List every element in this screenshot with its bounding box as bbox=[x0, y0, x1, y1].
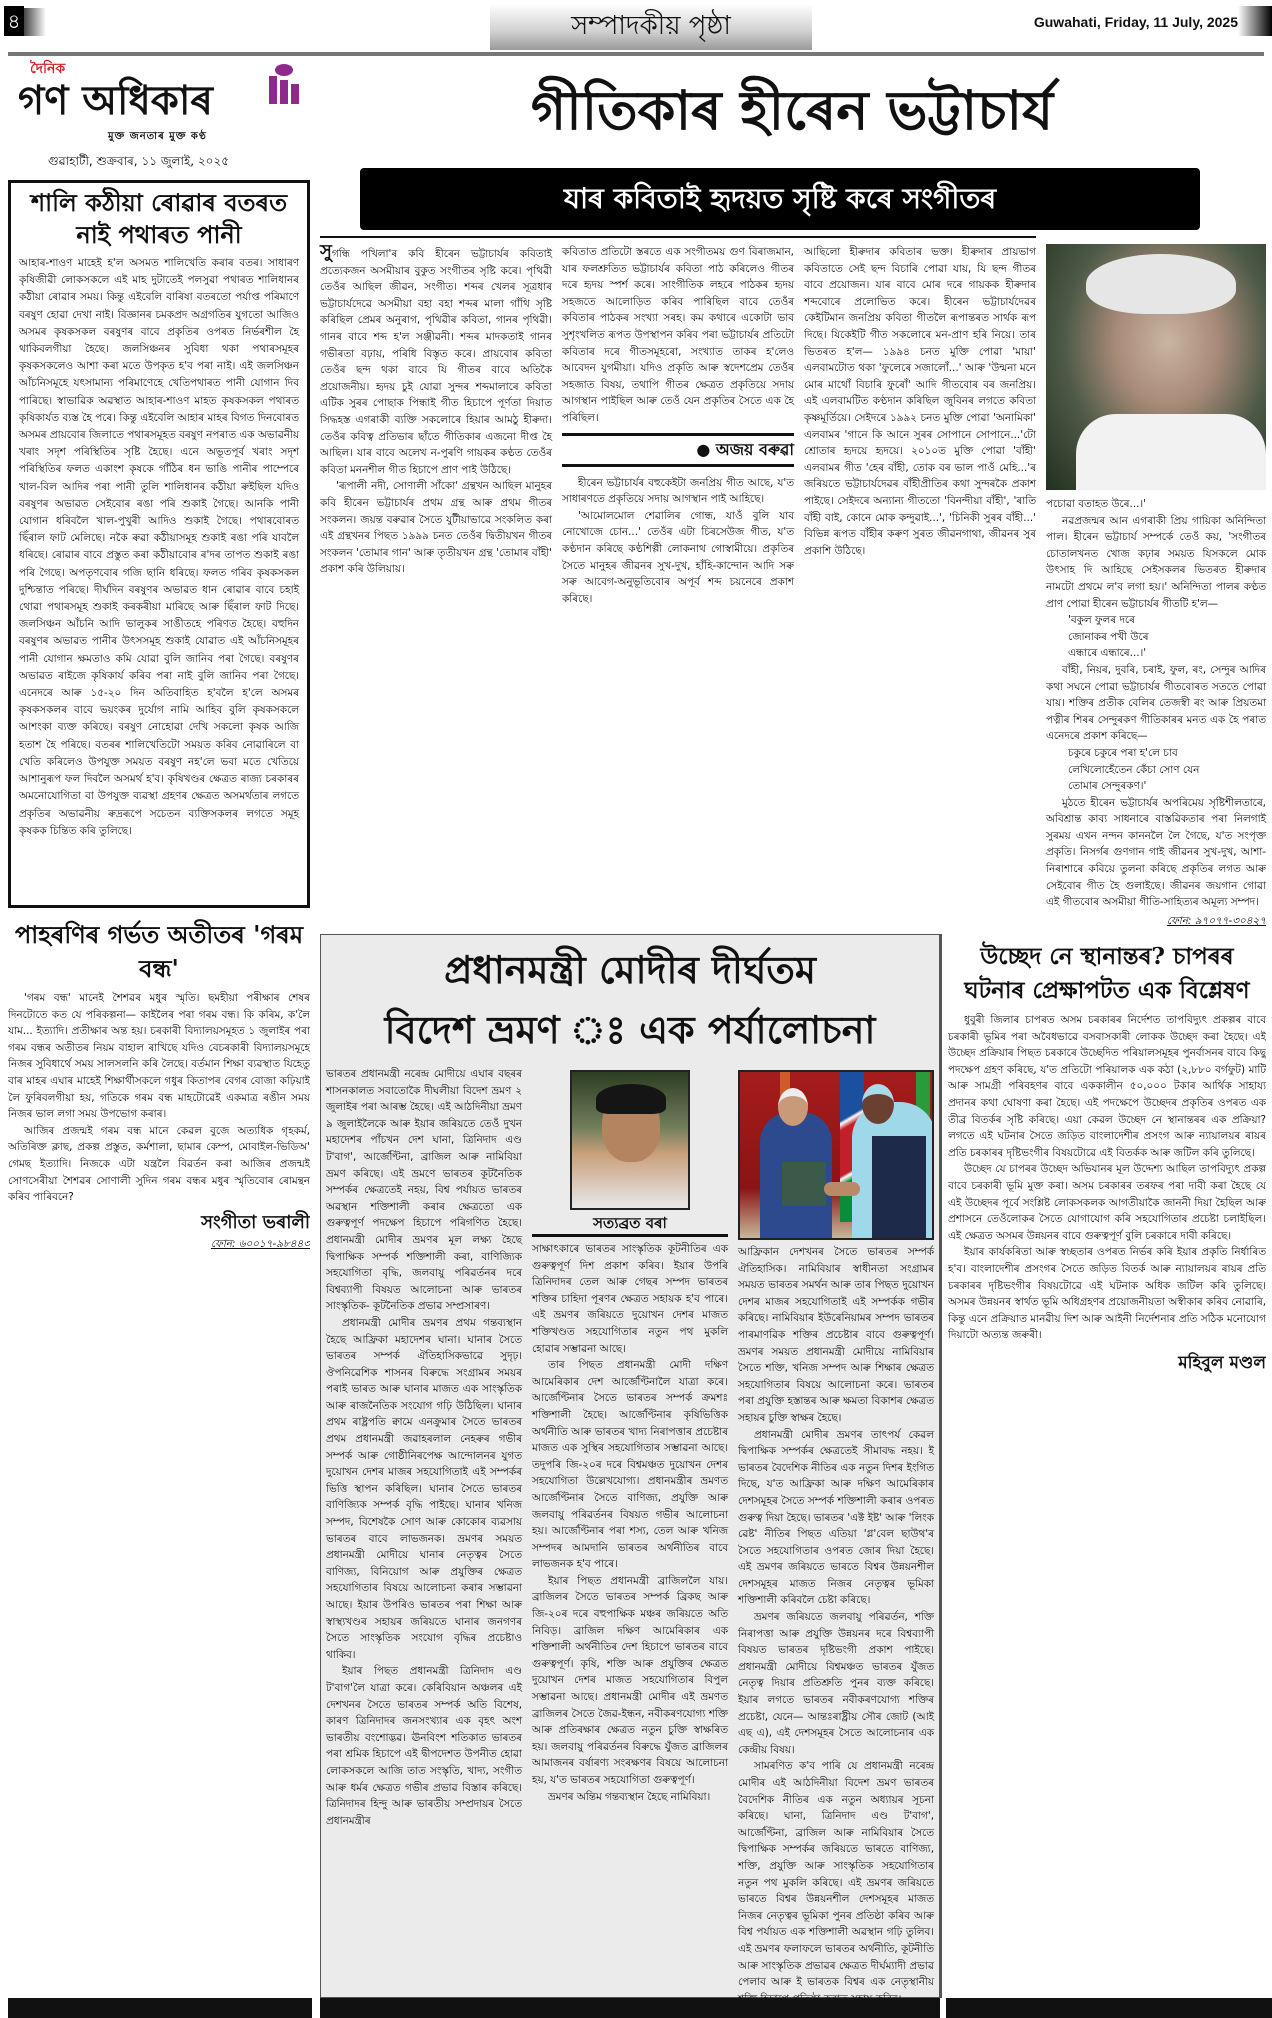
modi-paragraph: ভ্ৰমণৰ অন্তিম গন্তব্যস্থান হৈছে নামিবিয়া। bbox=[548, 1790, 711, 1803]
feature-subtitle: যাৰ কবিতাই হৃদয়ত সৃষ্টি কৰে সংগীতৰ bbox=[360, 168, 1200, 230]
modi-paragraph: প্ৰধানমন্ত্ৰী মোদীৰ ভ্ৰমণৰ প্ৰথম গন্তব্যস্থান হৈছে আফ্ৰিকা মহাদেশৰ ঘানা। ঘানাৰ সৈতে ভাৰতৰ সম্পৰ্ক ঐতিহাসিকভাৱে সুদৃঢ়। ঔপনিৱেশিক শাসনৰ বিৰুদ্ধে সংগ্ৰামৰ সময়ৰ পৰাই ভাৰত আৰু ঘানাৰ মাজত এক সাংস্কৃতিক আৰু ৰাজনৈতিক সংযোগ গঢ়ি উঠিছিল। ঘানাৰ প্ৰথম ৰাষ্ট্ৰপতি ক্বামে এনক্ৰুমাৰ সৈতে ভাৰতৰ প্ৰথম প্ৰধানমন্ত্ৰী জৱাহৰলাল নেহৰুৰ গভীৰ সম্পৰ্ক আৰু গোষ্ঠীনিৰপেক্ষ আন্দোলনৰ যুগত দুয়োখন দেশৰ মাজৰ সহযোগিতাই এই সম্পৰ্কৰ ভিত্তি স্থাপন কৰিছিল। ঘানাৰ সৈতে ভাৰতৰ বাণিজ্যিক সম্পৰ্ক বৃদ্ধি পাইছে। ঘানাৰ খনিজ সম্পদ, বিশেষকৈ সোণ আৰু কোকোৰ ব্যৱসায় ভাৰতৰ বাবে লাভজনক। ভ্ৰমণৰ সময়ত প্ৰধানমন্ত্ৰী মোদীয়ে ঘানাৰ নেতৃত্বৰ সৈতে বাণিজ্য, বিনিয়োগ আৰু প্ৰযুক্তিৰ ক্ষেত্ৰত সহযোগিতাৰ বিষয়ে আলোচনা কৰাৰ সম্ভাৱনা আছে। ইয়াৰ উপৰিও ভাৰতৰ পৰা শিক্ষা আৰু স্বাস্থ্যখণ্ডৰ সহায়ৰ জৰিয়তে ঘানাৰ জনগণৰ সৈতে সাংস্কৃতিক সংযোগ বৃদ্ধিৰ প্ৰচেষ্টাও থাকিব। bbox=[326, 1316, 522, 1661]
footer-rule bbox=[946, 1998, 1272, 2018]
feature-phone: ফোন: ৯৭০৭৭-৩০৪২৭ bbox=[1166, 914, 1266, 927]
masthead-tagline: মুক্ত জনতাৰ মুক্ত কণ্ঠ bbox=[108, 131, 207, 142]
column-divider bbox=[940, 934, 942, 1998]
modi-paragraph: আফ্ৰিকান দেশখনৰ সৈতে ভাৰতৰ সম্পৰ্ক ঐতিহাসিক। নামিবিয়াৰ স্বাধীনতা সংগ্ৰামৰ সময়ত ভাৰতৰ সমৰ্থন আৰু তাৰ পিছত দুয়োখন দেশৰ মাজৰ সহযোগিতাই এই সম্পৰ্কক গভীৰ কৰিছে। নামিবিয়াৰ ইউৰেনিয়ামৰ সম্পদ ভাৰতৰ পাৰমাণৱিক শক্তিৰ প্ৰচেষ্টাৰ বাবে গুৰুত্বপূৰ্ণ। ভ্ৰমণৰ সময়ত প্ৰধানমন্ত্ৰী মোদীয়ে নামিবিয়াৰ সৈতে শক্তি, খনিজ সম্পদ আৰু শিক্ষাৰ ক্ষেত্ৰত সহযোগিতাৰ বিষয়ে আলোচনা কৰে। ভাৰতৰ পৰা প্ৰযুক্তি হস্তান্তৰ আৰু ক্ষমতা বিকাশৰ ক্ষেত্ৰত সহায়ৰ চুক্তি স্বাক্ষৰ হৈছে। bbox=[738, 1246, 934, 1424]
modi-paragraph: তাৰ পিছত প্ৰধানমন্ত্ৰী মোদী দক্ষিণ আমেৰিকাৰ দেশ আৰ্জেণ্টিনালৈ যাত্ৰা কৰে। আৰ্জেণ্টিনাৰ সৈতে ভাৰতৰ সম্পৰ্ক ক্ৰমশঃ শক্তিশালী হৈছে। আৰ্জেণ্টিনাৰ কৃষিভিত্তিক অৰ্থনীতি আৰু ভাৰতৰ খাদ্য নিৰাপত্তাৰ প্ৰচেষ্টাৰ মাজত এক সুস্থিৰ সহযোগিতাৰ সম্ভাৱনা আছে। তদুপৰি জি-২০ৰ দৰে বিশ্বমঞ্চত দুয়োখন দেশৰ সহযোগিতা উল্লেখযোগ্য। প্ৰধানমন্ত্ৰীৰ ভ্ৰমণত আৰ্জেণ্টিনাৰ সৈতে বাণিজ্য, প্ৰযুক্তি আৰু জলবায়ু পৰিৱৰ্তনৰ বিষয়ত গভীৰ আলোচনা হয়। আৰ্জেণ্টিনাৰ পৰা শস্য, তেল আৰু খনিজ সম্পদৰ আমদানি ভাৰতৰ অৰ্থনীতিৰ বাবে লাভজনক হ'ব পাৰে। bbox=[532, 1359, 728, 1571]
right-article bbox=[948, 940, 1266, 1996]
modi-article-author: সত্যব্ৰত বৰা bbox=[532, 1212, 728, 1237]
feature-paragraph: বাঁহী, নিয়ৰ, দুবৰি, চৰাই, ফুল, ৰং, সেন্দুৰ আদিৰ কথা সঘনে পোৱা ভট্টাচাৰ্যৰ গীতবোৰত সততে পোৱা যায়। শক্তিৰ প্ৰতীক বেলিৰ তেজস্বী ৰং আৰু প্ৰিয়তমা পত্নীৰ শিৰৰ সেন্দুৰকণ গীতিকাৰৰ মনত এক হৈ পৰাত এনেদৰে প্ৰকাশ কৰিছে— bbox=[1046, 663, 1266, 743]
feature-dropcap: সু bbox=[320, 241, 332, 262]
left-article-title: পাহৰণিৰ গৰ্ভত অতীতৰ 'গৰম বন্ধ' bbox=[14, 920, 304, 983]
left-article-author: সংগীতা ভৰালী bbox=[201, 1211, 310, 1233]
editorial-title: শালি কঠীয়া ৰোৱাৰ বতৰত নাই পথাৰত পানী bbox=[30, 188, 288, 249]
modi-title-line-2: বিদেশ ভ্ৰমণ ঃ এক পৰ্যালোচনা bbox=[384, 1007, 876, 1052]
verse-line: চকুৰে চকুৰে পৰা হ'লে চাব bbox=[1068, 746, 1178, 759]
feature-column-3 bbox=[804, 244, 1036, 559]
modi-paragraph: ইয়াৰ পিছত প্ৰধানমন্ত্ৰী ব্ৰাজিললৈ যায়। ব্ৰাজিলৰ সৈতে ভাৰতৰ সম্পৰ্ক ব্ৰিকছ আৰু জি-২০ৰ দৰে বহুপাক্ষিক মঞ্চৰ জৰিয়তে অতি নিবিড়। ব্ৰাজিল দক্ষিণ আমেৰিকাৰ এক শক্তিশালী অৰ্থনীতিৰ দেশ হিচাপে ভাৰতৰ বাবে গুৰুত্বপূৰ্ণ। কৃষি, শক্তি আৰু প্ৰযুক্তিৰ ক্ষেত্ৰত দুয়োখন দেশৰ মাজত সহযোগিতাৰ বিপুল সম্ভাৱনা আছে। প্ৰধানমন্ত্ৰী মোদীৰ এই ভ্ৰমণত ব্ৰাজিলৰ সৈতে জৈৱ-ইন্ধন, নবীকৰণযোগ্য শক্তি আৰু প্ৰতিৰক্ষাৰ ক্ষেত্ৰত নতুন চুক্তি স্বাক্ষৰিত হয়। জলবায়ু পৰিৱৰ্তনৰ বিৰুদ্ধে যুঁজত ব্ৰাজিলৰ আমাজনৰ বৰ্ষাৰণ্য সংৰক্ষণৰ বিষয়ে আলোচনা হয়, য'ত ভাৰতৰ সহযোগিতা গুৰুত্বপূৰ্ণ। bbox=[532, 1574, 728, 1786]
feature-column-4 bbox=[1046, 496, 1266, 929]
masthead bbox=[8, 60, 308, 178]
left-article-phone: ফোন: ৬০০১৭-৯৮৪৪৩ bbox=[210, 1237, 310, 1250]
feature-paragraph-text: গন্ধি পখিলা'ৰ কবি হীৰেন ভট্টাচাৰ্যৰ কবিতাই প্ৰত্যেকজন অসমীয়াৰ বুকুত সংগীতৰ সৃষ্টি কৰে। পৃথিৱী তেওঁৰ আছিল জীৱন, সংগীত। শব্দৰ খেলৰ সূত্ৰধাৰ ভট্টাচাৰ্যদেৱে অসমীয়া বহা বহা শব্দৰ মালা গাঁথি সৃষ্টি কৰিছিল প্ৰেমৰ অনুৰাগ, পৃথিৱীৰ কবিতা, গানৰ পৃথিৱী। গানৰ বাবে শব্দ হ'ল সঞ্জীৱনী। শব্দৰ মাদকতাই গানৰ গভীৰতা বঢ়ায়, পৰিধি বিস্তৃত কৰে। প্ৰায়বোৰ কবিতা তেওঁৰ ছন্দ থকা বাবে যি গীতৰ বাবে অতিকৈ প্ৰয়োজনীয়। হৃদয় চুই যোৱা সুন্দৰ শব্দমালাৰে কবিতা এটিক সুৰৰ পোছাক পিন্ধাই গীত হিচাপে পূৰ্ণতা দিয়াত সিদ্ধহস্ত এগৰাকী ব্যক্তি সকলোৰে হিয়াৰ আমঠু হীৰুদা। তেওঁৰ কবিত্ব প্ৰতিভাৰ ছাঁতে গীতিকাৰ এজনো দীপ্ত হৈ আছিল। যাৰ বাবে অলেখ ন-পুৰণি গায়কৰ কণ্ঠত তেওঁৰ কবিতা মননশীল গীত হিচাপে প্ৰাণ পাই উঠিছে। bbox=[320, 248, 552, 476]
left-article-paragraph: 'গৰম বন্ধ' মানেই শৈশৱৰ মধুৰ স্মৃতি। ছমহীয়া পৰীক্ষাৰ শেষৰ দিনটোতে কত যে পৰিকল্পনা— কাইলৈৰ পৰা গৰম বন্ধ। কি কৰিম, ক'লৈ যাম... ইত্যাদি। প্ৰতীক্ষাৰ অন্ত হয়। চৰকাৰী বিদ্যালয়সমূহত ১ জুলাইৰ পৰা গৰম বন্ধৰ অতীতৰ নিয়ম বাহাল ৰাখিছে যদিও বেচৰকাৰী বিদ্যালয়সমূহে নিজৰ সুবিধাৰ্থে সময় সালসলনি কৰি লৈছে। বৰ্তমান শিক্ষা ব্যৱস্থাত যিহেতু বাৰ মাহৰ এঘাৰ মাহেই শিক্ষাৰ্থীসকলে গধুৰ কিতাপৰ বেগৰ বোজা কঢ়িয়াই লৈ ফুৰিবলগীয়া হয়, গতিকে গৰম বন্ধ মাহটোৱেই একমাত্ৰ ৰঙীন সময় নিজৰ ভাল লগা সময় উপভোগ কৰাৰ। bbox=[8, 992, 310, 1121]
right-article-author: মহিবুল মণ্ডল bbox=[1178, 1352, 1266, 1373]
feature-portrait-photo bbox=[1046, 244, 1266, 490]
left-article-body bbox=[8, 990, 310, 1206]
section-title: সম্পাদকীয় পৃষ্ঠা bbox=[490, 4, 812, 50]
feature-paragraph: 'ৰূপালী নদী, সোণালী সাঁকো' গ্ৰন্থখন আছিল মানুহৰ কবি হীৰেন ভট্টাচাৰ্যৰ প্ৰথম গ্ৰন্থ আৰু প্ৰথম গীতৰ সংকলন। জয়ন্ত বৰুৱাৰ সৈতে যুটীয়াভাৱে সংকলিত কৰা এই গ্ৰন্থখনৰ পিছত ১৯৯৯ চনত তেওঁৰ দ্বিতীয়খন গীতৰ সংকলন 'তোমাৰ গান' আৰু তৃতীয়খন গ্ৰন্থ 'তোমাৰ বাঁহী' প্ৰকাশ কৰি উলিয়ায়। bbox=[320, 480, 552, 576]
modi-article-title bbox=[320, 940, 940, 1060]
modi-column-2 bbox=[532, 1066, 728, 1805]
feature-paragraph: পচোৱা বতাহত উৰে...।' bbox=[1046, 498, 1146, 510]
footer-rule bbox=[320, 1998, 940, 2018]
editorial-body bbox=[19, 255, 299, 840]
modi-column-1 bbox=[326, 1066, 522, 1829]
right-article-paragraph: ধুবুৰী জিলাৰ চাপৰত অসম চৰকাৰৰ নিৰ্দেশত তাপবিদ্যুৎ প্ৰকল্পৰ বাবে চৰকাৰী ভূমিৰ পৰা অবৈধভাৱে বসবাসকাৰী লোকক উচ্ছেদ কৰা হৈছে। এই উচ্ছেদ প্ৰক্ৰিয়াৰ পিছত চৰকাৰে উচ্ছেদিত পৰিয়ালসমূহৰ পুনৰ্বাসনৰ বাবে কিছু পদক্ষেপ গ্ৰহণ কৰিছে, য'ত প্ৰতিটো পৰিয়ালক এক কঠা (২,৮৮০ বৰ্গফুট) মাটি আৰু সামগ্ৰী পৰিবহণৰ বাবে এককালীন ৫০,০০০ টকাৰ আৰ্থিক সাহায্য প্ৰদানৰ কথা ঘোষণা কৰা হৈছে। এই পদক্ষেপে উচ্ছেদৰ প্ৰকৃতিৰ ওপৰত এক তীব্ৰ বিতৰ্কৰ সৃষ্টি কৰিছে। এয়া কেৱল উচ্ছেদ নে স্থানান্তৰৰ এক প্ৰক্ৰিয়া? লগতে এই ঘটনাৰ সৈতে জড়িত বাংলাদেশীৰ প্ৰসংগ আৰু ন্যায়ালয়ৰ ৰায়ৰ প্ৰতি চৰকাৰৰ দৃষ্টিভংগীৰ বিষয়টোৱে এই বিতৰ্কক আৰু জটিল কৰি তুলিছে। bbox=[948, 1014, 1266, 1159]
header-rule bbox=[8, 52, 1264, 56]
modi-paragraph: সামৰণিত ক'ব পাৰি যে প্ৰধানমন্ত্ৰী নৰেন্দ্ৰ মোদীৰ এই আঠদিনীয়া বিদেশ ভ্ৰমণ ভাৰতৰ বৈদেশিক নীতিৰ এক নতুন অধ্যায়ৰ সূচনা কৰিছে। ঘানা, ত্ৰিনিদাদ এণ্ড ট'বাগ', আৰ্জেণ্টিনা, ব্ৰাজিল আৰু নামিবিয়াৰ সৈতে দ্বিপাক্ষিক সম্পৰ্কৰ জৰিয়তে ভাৰতে বাণিজ্য, শক্তি, প্ৰযুক্তি আৰু সাংস্কৃতিক সহযোগিতাৰ নতুন পথ মুকলি কৰিছে। এই ভ্ৰমণৰ জৰিয়তে ভাৰতে বিশ্বৰ উন্নয়নশীল দেশসমূহৰ মাজত নিজৰ নেতৃত্বৰ ভূমিকা পুনৰ প্ৰতিষ্ঠা কৰিব আৰু বিশ্ব পৰ্যায়ত এক শক্তিশালী অৱস্থান গঢ়ি তুলিব। এই ভ্ৰমণৰ ফলাফলে ভাৰতৰ অৰ্থনীতি, কূটনীতি আৰু সাংস্কৃতিক প্ৰভাৱৰ ক্ষেত্ৰত দীৰ্ঘম্যাদী প্ৰভাৱ পেলাব আৰু ই ভাৰতক বিশ্বৰ এক নেতৃস্থানীয় bbox=[738, 1760, 934, 1989]
modi-title-line-1: প্ৰধানমন্ত্ৰী মোদীৰ দীৰ্ঘতম bbox=[444, 947, 816, 992]
modi-column-3 bbox=[738, 1066, 934, 2007]
feature-paragraph: 'আমোলমোল শেৱালিৰ গোন্ধ, যাওঁ বুলি যাব নোখোজে চোন...' তেওঁৰ এটা চিৰসেউজ গীত, য'ত কণ্ঠদান কৰিছে কণ্ঠশিল্পী লোকনাথ গোস্বামীয়ে। প্ৰকৃতিৰ সৈতে মানুহৰ জীৱনৰ সুখ-দুখ, হাঁহি-কান্দোন আদি সৰু সৰু আবেগ-অনুভূতিবোৰ অপূৰ্ব শব্দ চয়নেৰে প্ৰকাশ কৰিছে। bbox=[562, 509, 794, 605]
editorial-box bbox=[8, 180, 310, 908]
verse-line: তোমাৰ সেন্দুৰকণ।' bbox=[1068, 780, 1147, 793]
masthead-name: গণ অধিকাৰ bbox=[18, 77, 213, 124]
feature-paragraph: হীৰেন ভট্টাচাৰ্যৰ বহুকেইটা জনপ্ৰিয় গীত আছে, য'ত সাধাৰণতে প্ৰকৃতিয়ে সদায় আগস্থান পাই আহিছে। bbox=[562, 476, 794, 506]
left-article-paragraph: আজিৰ প্ৰজন্মই গৰম বন্ধ মানে কেৱল বুজে অত্যধিক গৃহকৰ্ম, অতিৰিক্ত ক্লাছ, প্ৰকল্প প্ৰস্তুত, কৰ্মশালা, ছামাৰ কেম্প, মোবাইল-ভিডিঅ' গেমছ ইত্যাদি। নিজকে এটা যন্ত্ৰলৈ বিৱৰ্তন কৰা আজিৰ প্ৰজন্মই সোণসেৰীয়া শৈশৱৰ সোণালী সুদিন গৰম বন্ধৰ মধুৰ স্মৃতিবোৰ ৰোমন্থন কৰিব পাৰিবনে? bbox=[8, 1124, 310, 1204]
feature-paragraph: মুঠতে হীৰেন ভট্টাচাৰ্যৰ অপৰিমেয় সৃষ্টিশীলতাৰে, অবিশ্ৰান্ত কাব্য সাধনাৰে বাস্তৱিকতাৰ পৰা নিলগাই সুৰময় এখন নন্দন কাননলৈ লৈ গৈছে, য'ত সংপৃক্ত প্ৰকৃতি। নিসৰ্গৰ গুণগান গাই জীৱনৰ সুখ-দুখ, আশা-নিৰাশাৰে কবিয়ে তুলনা কৰিছে প্ৰকৃতিৰ লগত আৰু সেইবোৰ গীত হৈ গুলাইছে। জীৱনৰ জয়গান গোৱা এই গীতবোৰ অসমীয়া গীতি-সাহিত্যৰ অমূল্য সম্পদ। bbox=[1046, 796, 1266, 909]
feature-rule bbox=[320, 236, 1036, 238]
modi-paragraph: ইয়াৰ পিছত প্ৰধানমন্ত্ৰী ত্ৰিনিদাদ এণ্ড ট'বাগ'লৈ যাত্ৰা কৰে। কেৰিবিয়ান অঞ্চলৰ এই দেশখনৰ সৈতে ভাৰতৰ সম্পৰ্ক অতি বিশেষ, কাৰণ ত্ৰিনিদাদৰ জনসংখ্যাৰ এক বৃহৎ অংশ ভাৰতীয় বংশোদ্ভৱ। ঊনবিংশ শতিকাত ভাৰতৰ পৰা শ্ৰমিক হিচাপে এই দ্বীপদেশত উপনীত হোৱা লোকসকলে আজি তাত সংস্কৃতি, খাদ্য, সংগীত আৰু ধৰ্মৰ ক্ষেত্ৰত গভীৰ প্ৰভাৱ বিস্তাৰ কৰিছে। ত্ৰিনিদাদৰ হিন্দু আৰু ভাৰতীয় সম্প্ৰদায়ৰ সৈতে প্ৰধানমন্ত্ৰীৰ bbox=[326, 1665, 522, 1827]
people-raising-arms-logo-icon bbox=[266, 64, 302, 104]
editorial-paragraph: আহাৰ-শাওণ মাহেই হ'ল অসমত শালিখেতি কৰাৰ বতৰ। সাধাৰণ কৃষিজীৱী লোকসকলে এই মাহ দুটাতেই পলসুৱা পথাৰত শালিধানৰ কঠীয়া ৰোৱাৰ সময়। কিন্তু এইবেলি বাৰিষা বতৰতো পৰ্যাপ্ত পৰিমাণে বৰষুণ হোৱা দেখা নাই। বিজ্ঞানৰ চমকপ্ৰদ অগ্ৰগতিৰ যুগতো আজিও অসমৰ কৃষকসকল বৰষুণৰ বাবে প্ৰকৃতিৰ ওপৰত নিৰ্ভৰশীল হৈ থাকিবলগীয়া হৈছে। জলসিঞ্চনৰ সুবিধা থকা পথাৰসমূহৰ কৃষকসকলেও আশা কৰা মতে উপকৃত হ'ব পৰা নাই। এই জলসিঞ্চন আঁচনিসমূহে যৎসামান্য পৰিমাণেহে খেতিপথাৰত পানী যোগান দিব পাৰিছে। স্বাভাৱিক অৱস্থাত আহাৰ-শাওণ মাহত কৃষকসকল পথাৰত কৃষিকাৰ্যত ব্যস্ত হৈ পৰে। কিন্তু এইবেলি আহাৰ মাহৰ বিগত দিনবোৰত অসমৰ প্ৰায়বোৰ জিলাতে পথাৰসমূহত বৰষুণ নপৰাত এক অভাৱনীয় খৰাং সদৃশ পৰিস্থিতিৰ সৃষ্টি হৈছে। এনে অভূতপূৰ্ব খৰাং সদৃশ পৰিস্থিতিৰ ফলত একাংশ কৃষকে গাঁঠিৰ ধন ভাঙি পানীৰ পাম্পেৰে খাল-বিল আদিৰ পৰা পানী তুলি শালিধানৰ কঠীয়া ৰুইছিল যদিও বৰষুণৰ অভাৱত সেইবোৰ ৰঙা পৰি শুকাই গৈছে। আনকি পানী যোগান ধৰিবলৈ খাল-পুখুৰী আদিও শুকাই গৈছে। পথাৰবোৰত ছিঁৰাল ফাট মেলিছে। নকৈ ৰুৱা কঠীয়াসমূহ শুকাই ৰঙা পৰি যাবলৈ ধৰিছে। ৰোৱাৰ বাবে প্ৰস্তুত কৰা কঠীয়াবোৰ ৰ'দৰ তাপত শুকাই ৰঙা পৰি গৈছে। অপতৃণবোৰ গজি ছানি ধৰিছে। ফলত গৰিব কৃষকসকল দুশ্চিন্তাত পৰিছে। দীৰ্ঘদিন বৰষুণৰ অভাৱত ধান ৰোৱাৰ বাবে চহাই থোৱা পথাৰসমূহ শুকাই কৰকৰীয়া মাৰিছে আৰু ছিঁৰাল ফাট দিছে। জলসিঞ্চন আঁচনি আদি ভালুকৰ সাঙীতহে পৰিণত হৈছে। বহুদিন বৰষুণৰ অভাৱত পানীৰ উৎসসমূহ শুকাই যোৱাত এই আঁচনিসমূহৰ পানী যোগান ক্ষমতাও কমি যোৱা বুলি জানিব পৰা গৈছে। বৰষুণৰ অভাৱত ৰাইজে কৃষিকাৰ্য কৰিব পৰা নাই বুলি জানিব পৰা গৈছে। এনেদৰে আৰু ১৫-২০ দিন অতিবাহিত হ'বলৈ হ'লে অসমৰ কৃষকসকলৰ বাবে ভয়ংকৰ দুৰ্যোগ নামি আহিব বুলি কৃষকসকলে আশংকা ব্যক্ত কৰিছে। বৰষুণ নোহোৱা দেখি সকলো কৃষক আজি হতাশ হৈ পৰিছে। বতৰৰ শালিখেতিটো সময়ত কৰিব নোৱাৰিলে বা খেতি কৰিলেও উপযুক্ত সময়ত বৰষুণ নহ'লে ভবা মতে খেতিয়ে আশানুৰূপ ফল দিবলৈ অসমৰ্থ হ'ব। কৃষিখণ্ডৰ ক্ষেত্ৰত ৰাজ্য চৰকাৰৰ অমনোযোগিতা বা উপযুক্ত ব্যৱস্থা গ্ৰহণৰ ক্ষেত্ৰত অসমৰ্থতাৰ লগতে প্ৰকৃতিৰ অভাৱনীয় ৰুদ্ৰৰূপে সচেতন ব্যক্তিসকলৰ লগতে সমূহ কৃষকক চিন্তিত কৰি তুলিছে। bbox=[19, 257, 299, 837]
feature-title: গীতিকাৰ হীৰেন ভট্টাচাৰ্য bbox=[530, 78, 1054, 142]
modi-paragraph: প্ৰধানমন্ত্ৰী মোদীৰ ভ্ৰমণৰ তাৎপৰ্য কেৱল দ্বিপাক্ষিক সম্পৰ্কৰ ক্ষেত্ৰতেই সীমাবদ্ধ নহয়। ই ভাৰতৰ বৈদেশিক নীতিৰ এক নতুন দিশৰ ইংগিত দিছে, য'ত আফ্ৰিকা আৰু দক্ষিণ আমেৰিকাৰ দেশসমূহৰ সৈতে সম্পৰ্ক শক্তিশালী কৰাৰ ওপৰত গুৰুত্ব দিয়া হৈছে। ভাৰতৰ 'এক্ট ইষ্ট' আৰু 'লিংক ৱেষ্ট' নীতিৰ পিছত এতিয়া 'গ্ল'বেল ছাউথ'ৰ সৈতে সহযোগিতাৰ ওপৰত জোৰ দিয়া হৈছে। এই ভ্ৰমণৰ জৰিয়তে ভাৰতে বিশ্বৰ উন্নয়নশীল দেশসমূহৰ মাজত নিজৰ নেতৃত্বৰ ভূমিকা শক্তিশালী কৰিবলৈ চেষ্টা কৰিছে। bbox=[738, 1428, 934, 1607]
modi-paragraph: ভাৰতৰ প্ৰধানমন্ত্ৰী নৰেন্দ্ৰ মোদীয়ে এঘাৰ বছৰৰ শাসনকালত সবাতোকৈ দীঘলীয়া বিদেশ ভ্ৰমণ ২ জুলাইৰ পৰা আৰম্ভ হৈছে। এই আঠদিনীয়া ভ্ৰমণ ৯ জুলাইলৈকে আৰু ইয়াৰ জৰিয়তে তেওঁ দুখন মহাদেশৰ পাঁচখন দেশ ঘানা, ত্ৰিনিদাদ এণ্ড ট'বাগ', আৰ্জেণ্টিনা, ব্ৰাজিল আৰু নামিবিয়া ভ্ৰমণ কৰিছে। এই ভ্ৰমণে ভাৰতৰ কূটনৈতিক সম্পৰ্কৰ ক্ষেত্ৰতেই নহয়, বিশ্ব পৰ্যায়ত ভাৰতৰ অৱস্থান শক্তিশালী কৰাৰ ক্ষেত্ৰতো এক গুৰুত্বপূৰ্ণ পদক্ষেপ হিচাপে পৰিগণিত হৈছে। প্ৰধানমন্ত্ৰী মোদীৰ ভ্ৰমণৰ মূল লক্ষ্য হৈছে দ্বিপাক্ষিক সম্পৰ্ক শক্তিশালী কৰা, বাণিজ্যিক সহযোগিতা বৃদ্ধি, জলবায়ু পৰিৱৰ্তনৰ দৰে বিশ্বব্যাপী বিষয়ত আলোচনা আৰু ভাৰতৰ সাংস্কৃতিক- কূটনৈতিক প্ৰভাৱ সম্প্ৰসাৰণ। bbox=[326, 1068, 522, 1313]
page-number: ৪ bbox=[4, 6, 24, 36]
feature-column-2 bbox=[562, 244, 794, 607]
right-article-paragraph: ইয়াৰ কাৰ্যকৰিতা আৰু স্বচ্ছতাৰ ওপৰত নিৰ্ভৰ কৰি ইয়াৰ প্ৰকৃতি নিৰ্ধাৰিত হ'ব। বাংলাদেশীৰ প্ৰসংগৰ সৈতে জড়িত বিতৰ্ক আৰু ন্যায়ালয়ৰ ৰায়ৰ প্ৰতি চৰকাৰৰ দৃষ্টিভংগীৰ বিষয়টোৱে এই ঘটনাক অধিক জটিল কৰি তুলিছে। অসমৰ উন্নয়নৰ স্বাৰ্থত ভূমি অধিগ্ৰহণৰ প্ৰয়োজনীয়তা অস্বীকাৰ কৰিব নোৱাৰি, কিন্তু এনে প্ৰক্ৰিয়াত মানৱীয় দিশ আৰু আইনী নিৰ্দেশনাৰ প্ৰতি সঠিক মনোযোগ দিয়াটো অত্যন্ত জৰুৰী। bbox=[948, 1246, 1266, 1342]
author-photo bbox=[570, 1070, 690, 1210]
verse-line: 'বকুল ফুলৰ দৰে bbox=[1068, 614, 1135, 627]
feature-paragraph: আছিলো হীৰুদাৰ কবিতাৰ ভক্ত। হীৰুদাৰ প্ৰায়ভাগ কবিতাতে সেই ছন্দ বিচাৰি পোৱা যায়, যি ছন্দ গীতৰ বাবে প্ৰয়োজন। যাৰ বাবে মোৰ দৰে গায়কক হীৰুদাৰ শব্দবোৰে প্ৰলোভিত কৰে। হীৰেন ভট্টাচাৰ্যদেৱৰ কেইটিমান জনপ্ৰিয় কবিতা গীতলৈ ৰূপান্তৰত সাৰ্থক ৰূপ দিছে। যিকেইটি গীত সকলোৰে মন-প্ৰাণ হৰি নিয়ে। তাৰ ভিতৰত হ'ল— ১৯৯৪ চনত মুক্তি পোৱা 'মায়া' এলবামটোত থকা 'ফুলেৰে সজালোঁ...' আৰু 'উন্মনা মনে মোৰ মাথোঁ বিচাৰি ফুৰোঁ' আদি গীতবোৰ বৰ জনপ্ৰিয়। এই এলবামটিত কণ্ঠদান কৰিছিল জুবিনৰ লগতে কবিতা কৃষ্ণমূৰ্তিয়ে। সেইদৰে ১৯৯২ চনত মুক্তি পোৱা 'অনামিকা' এলবামৰ 'গানে কি আনে সুৰৰ সোপানে সোপানে...'টো শ্ৰোতাৰ হৃদয়ে হৃদয়ে। ২০১০ত মুক্তি পোৱা 'বাঁহী' এলবামৰ গীত 'হেৰ বাঁহী, তোক বৰ ভাল পাওঁ মেহি...'ৰ জৰিয়তে ভট্টাচাৰ্যদেৱৰ বাঁহীপ্ৰীতিৰ কথা সুন্দৰকৈ প্ৰকাশ পাইছে। সেইদৰে অন্যান্য গীততো 'বিনন্দীয়া বাঁহী', 'ৰাতি বাঁহী বাই, কোনে মোক কন্দুৱাই...', 'চিনিকী সুৰৰ বাঁহী...' বিভিন্ন ৰূপত বাঁহীৰ কৰুণ সুৰত জীৱনগাথা, জীৱনৰ সুৰ প্ৰকাশি উঠিছে। bbox=[804, 246, 1036, 557]
verse-line: জোনাকৰ পখী উৰে bbox=[1068, 630, 1149, 643]
dateline-english: Guwahati, Friday, 11 July, 2025 bbox=[1033, 14, 1238, 30]
feature-column-1 bbox=[320, 241, 552, 578]
dateline-gradient bbox=[1238, 6, 1272, 36]
feature-paragraph: কবিতাত প্ৰতিটো স্তৰতে এক সংগীতময় গুণ বিৰাজমান, যাৰ ফলশ্ৰুতিত ভট্টাচাৰ্যৰ কবিতা পাঠ কৰিলেও গীতৰ দৰে হৃদয় স্পৰ্শ কৰে। সাংগীতিক লহৰে পাঠকৰ হৃদয় সহজতে আলোড়িত কৰিব পাৰিছিল বাবে তেওঁৰ কবিতাৰ পাঠকৰ সংখ্যা সৰহ। কম কথাৰে একোটা ভাব সুশৃংখলিত ৰূপত উপস্থাপন কৰিব পৰা ভট্টাচাৰ্যৰ প্ৰতিটো কবিতাৰ দৰে গীতসমূহৰো, সংখ্যাত তাকৰ হ'লেও আবেদন যুগমীয়া। যদিও প্ৰকৃতি আৰু স্বদেশপ্ৰেম তেওঁৰ সহজাত বিষয়, তথাপি গীতৰ ক্ষেত্ৰত প্ৰকৃতিয়ে সদায় আগস্থান পাইছিল আৰু তেওঁ যেন প্ৰকৃতিৰ সৈতে এক হৈ পৰিছিল। bbox=[562, 246, 794, 424]
right-article-paragraph: উচ্ছেদ যে চাপৰৰ উচ্ছেদ অভিযানৰ মূল উদ্দেশ্য আছিল তাপবিদ্যুৎ প্ৰকল্প বাবে চৰকাৰী ভূমি মুক্ত কৰা। অসম চৰকাৰৰ তৰফৰ পৰা দাবী কৰা হৈছে যে এই উচ্ছেদৰ পূৰ্বে সংশ্লিষ্ট লোকসকলক আগতীয়াকৈ জাননী দিয়া হৈছিল আৰু প্ৰশাসনে তেওঁলোকৰ সৈতে যোগাযোগ কৰি সহযোগিতাৰ প্ৰচেষ্টা চলাইছিল। এই ক্ষেত্ৰত অসমৰ উন্নয়নৰ বাবে গুৰুত্বপূৰ্ণ বুলি চৰকাৰে দাবী কৰিছে। bbox=[948, 1163, 1266, 1242]
masthead-dateline: গুৱাহাটী, শুক্ৰবাৰ, ১১ জুলাই, ২০২৫ bbox=[48, 154, 230, 168]
verse-line: লেখিলোহেঁতেন কেঁচা সোণ যেন bbox=[1068, 763, 1200, 776]
feature-paragraph bbox=[320, 241, 552, 478]
modi-paragraph: সাক্ষাৎকাৰে ভাৰতৰ সাংস্কৃতিক কূটনীতিৰ এক গুৰুত্বপূৰ্ণ দিশ প্ৰকাশ কৰিব। ইয়াৰ উপৰি ত্ৰিনিদাদৰ তেল আৰু গেছৰ সম্পদ ভাৰতৰ শক্তিৰ চাহিদা পূৰণৰ ক্ষেত্ৰত সহায়ক হ'ব পাৰে। এই ভ্ৰমণৰ জৰিয়তে দুয়োখন দেশৰ মাজত শক্তিখণ্ডত সহযোগিতাৰ নতুন পথ মুকলি হোৱাৰ সম্ভাৱনা আছে। bbox=[532, 1243, 728, 1355]
page-number-gradient bbox=[24, 8, 46, 36]
modi-handshake-photo bbox=[738, 1070, 934, 1240]
right-article-body bbox=[948, 1012, 1266, 1344]
footer-rule bbox=[8, 1998, 312, 2018]
masthead-prefix: দৈনিক bbox=[30, 61, 66, 77]
left-article bbox=[8, 918, 310, 1994]
feature-byline: ● অজয় বৰুৱা bbox=[562, 433, 794, 467]
feature-paragraph: নৱপ্ৰজন্মৰ আন এগৰাকী প্ৰিয় গায়িকা অনিন্দিতা পাল। হীৰেন ভট্টাচাৰ্য সম্পৰ্কে তেওঁ কয়, 'সংগীতৰ চোতালখনত খোজ কঢ়াৰ সময়ত যিসকলে মোক উৎসাহ দি আহিছে সেইসকলৰ ভিতৰত হীৰুদাৰ নামটো প্ৰথমে ল'ব লগা হয়।' অনিন্দিতা পালৰ কণ্ঠত প্ৰাণ পোৱা হীৰেন ভট্টাচাৰ্যৰ গীতটি হ'ল— bbox=[1046, 514, 1266, 610]
right-article-title: উচ্ছেদ নে স্থানান্তৰ? চাপৰৰ ঘটনাৰ প্ৰেক্ষাপটত এক বিশ্লেষণ bbox=[964, 943, 1250, 1004]
verse-line: এন্ধাৰে এন্ধাৰে...।' bbox=[1068, 647, 1147, 660]
feature-byline-name: অজয় বৰুৱা bbox=[715, 439, 794, 459]
modi-paragraph: ভ্ৰমণৰ জৰিয়তে জলবায়ু পৰিৱৰ্তন, শক্তি নিৰাপত্তা আৰু প্ৰযুক্তি উন্নয়নৰ দৰে বিশ্বব্যাপী বিষয়ত ভাৰতৰ দৃষ্টিভংগী প্ৰকাশ পাইছে। প্ৰধানমন্ত্ৰী মোদীয়ে বিশ্বমঞ্চত ভাৰতৰ যুঁজত নেতৃত্ব দিয়াৰ প্ৰতিশ্ৰুতি পুনৰ ব্যক্ত কৰিছে। ইয়াৰ লগতে ভাৰতৰ নবীকৰণযোগ্য শক্তিৰ প্ৰচেষ্টা, যেনে— আন্তঃৰাষ্ট্ৰীয় সৌৰ জোট (আই এছ এ), এই দেশসমূহৰ সৈতে আলোচনাৰ এক কেন্দ্ৰীয় বিষয়। bbox=[738, 1611, 934, 1756]
